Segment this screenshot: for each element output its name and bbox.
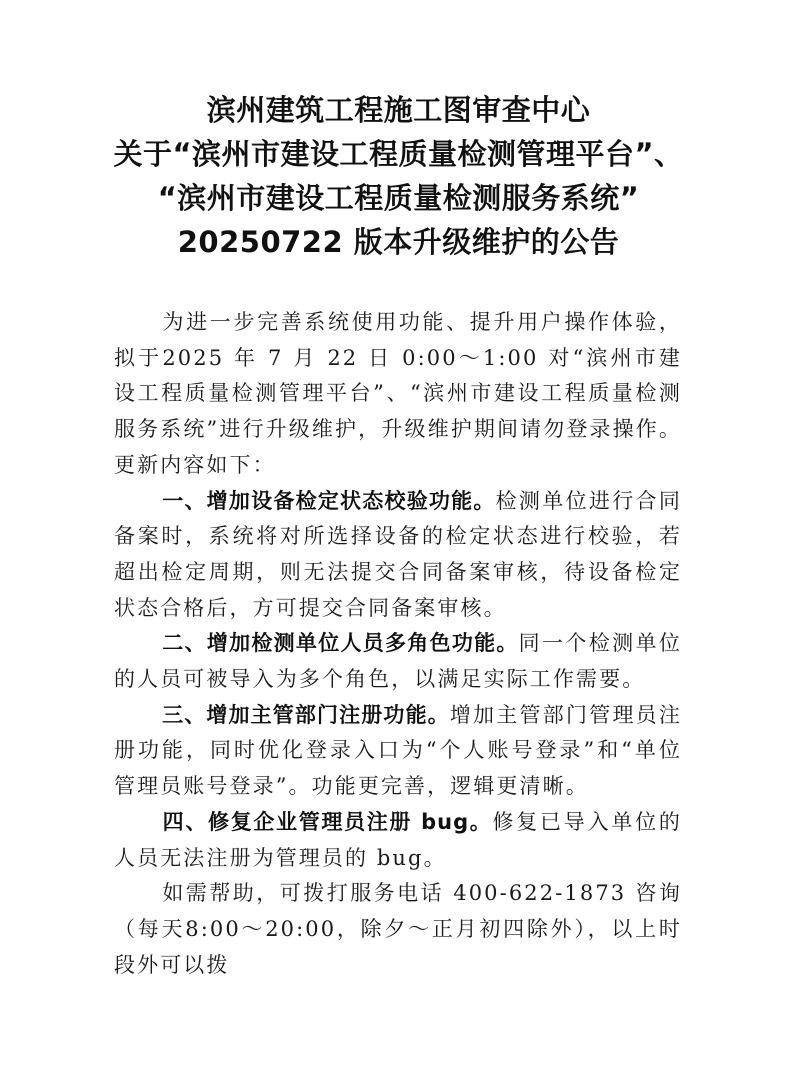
intro-text: 为进一步完善系统使用功能、提升用户操作体验，拟于2025 年 7 月 22 日 0:00～1:00 对“滨州市建设工程质量检测管理平台”、“滨州市建设工程质量检测服务系统”进行升级维护，升级维护期间请勿登录操作。更新内容如下： [114,310,682,477]
item-2-heading: 二、增加检测单位人员多角色功能。 [162,631,519,656]
intro-paragraph [114,305,682,484]
contact-paragraph [114,876,682,983]
item-3-text: 增加主管部门管理员注册功能，同时优化登录入口为“个人账号登录”和“单位管理员账号登录”。功能更完善，逻辑更清晰。 [114,702,683,799]
title-line-2: 关于“滨州市建设工程质量检测管理平台”、 [113,137,684,171]
item-1-text: 检测单位进行合同备案时，系统将对所选择设备的检定状态进行校验，若超出检定周期，则无法提交合同备案审核，待设备检定状态合格后，方可提交合同备案审核。 [114,488,682,620]
title-line-3: “滨州市建设工程质量检测服务系统” [157,181,640,215]
item-3-paragraph [114,698,682,805]
title-line-4: 20250722 版本升级维护的公告 [177,225,620,259]
contact-text: 如需帮助，可拨打服务电话 400-622-1873 咨询（每天8:00～20:00，除夕～正月初四除外），以上时段外可以拨 [114,881,682,977]
item-4-heading: 四、修复企业管理员注册 bug。 [162,809,493,834]
item-2-paragraph [114,626,682,697]
item-2-text: 同一个检测单位的人员可被导入为多个角色，以满足实际工作需要。 [114,631,682,692]
item-4-paragraph [114,805,682,876]
item-4-text: 修复已导入单位的人员无法注册为管理员的 bug。 [114,809,682,870]
document-body [114,305,682,983]
title-line-1: 滨州建筑工程施工图审查中心 [206,93,591,127]
item-1-paragraph [114,484,682,627]
item-3-heading: 三、增加主管部门注册功能。 [162,702,450,727]
item-1-heading: 一、增加设备检定状态校验功能。 [162,488,496,513]
